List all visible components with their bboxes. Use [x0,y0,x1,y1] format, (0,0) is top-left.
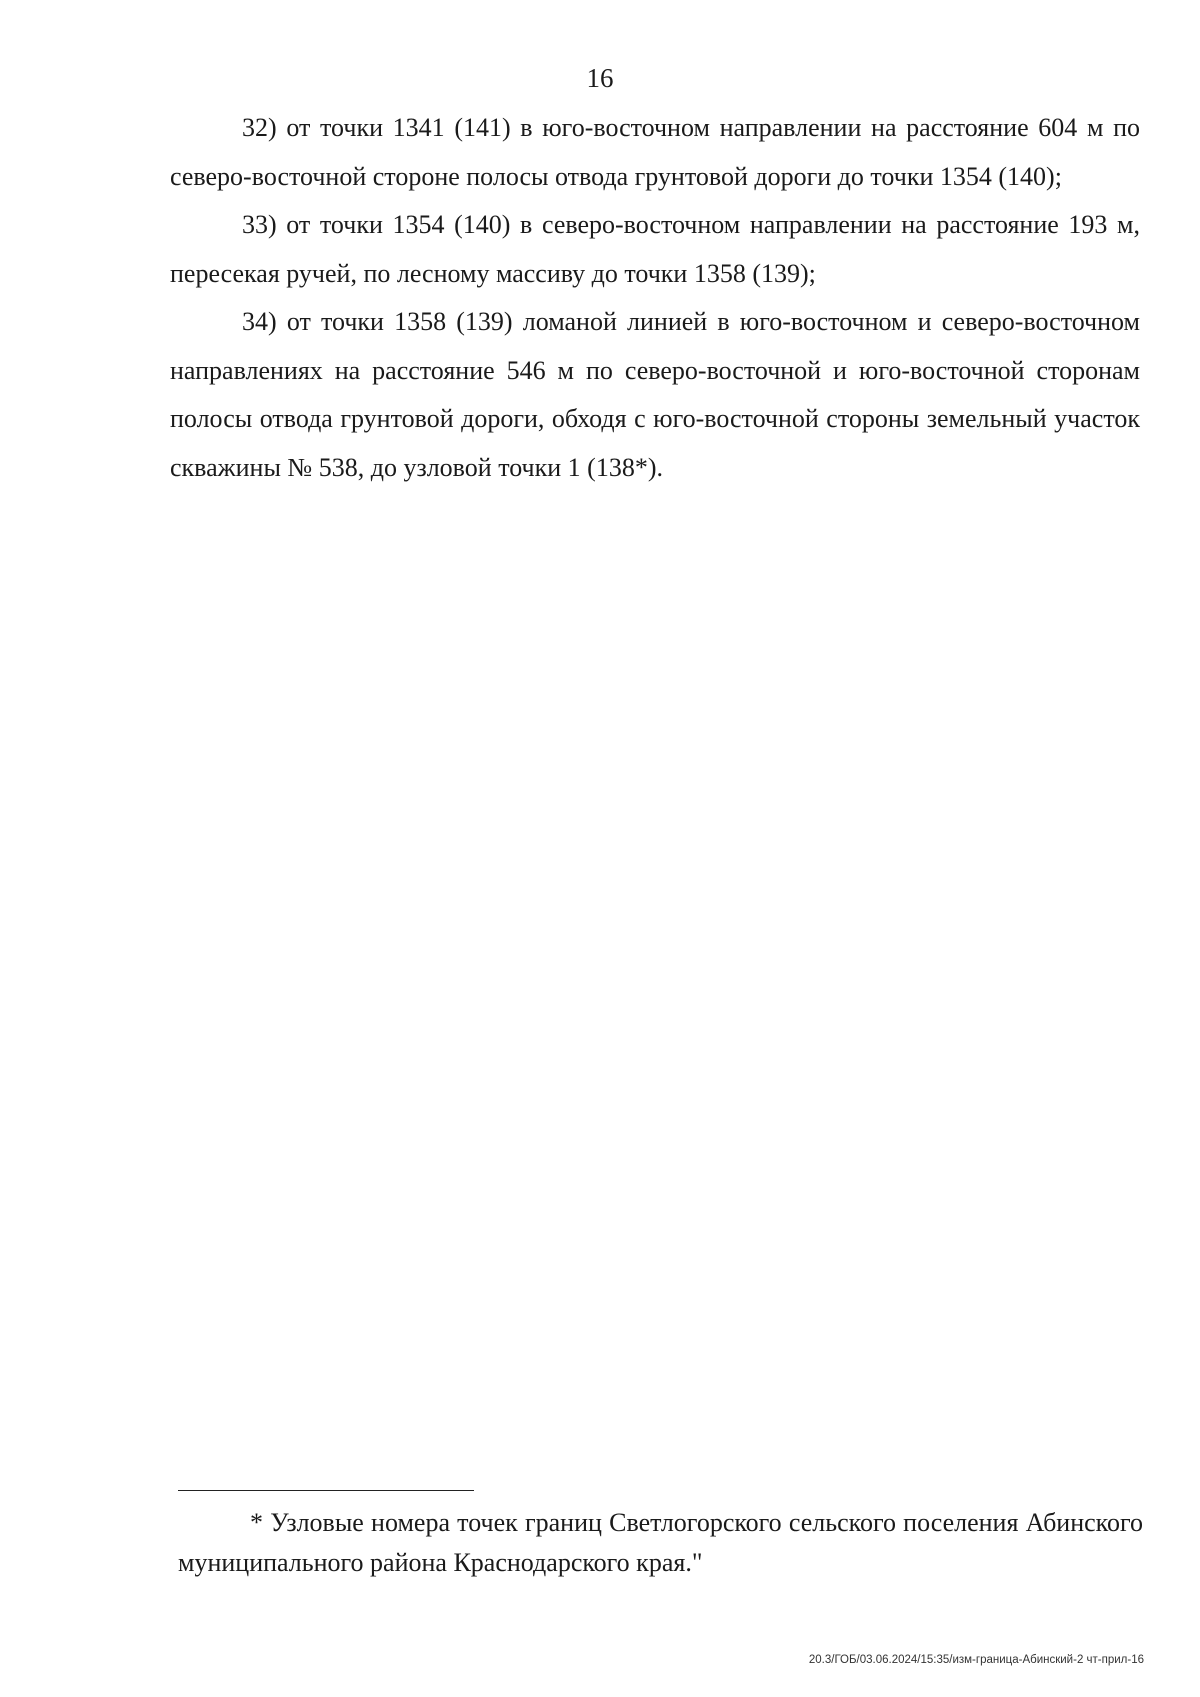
footer-document-code: 20.3/ГОБ/03.06.2024/15:35/изм-граница-Абинский-2 чт-прил-16 [808,1654,1144,1666]
page-number: 16 [586,63,614,93]
paragraph-item-32: 32) от точки 1341 (141) в юго-восточном направлении на расстояние 604 м по северо-восточной стороне полосы отвода грунтовой дороги до точки 1354 (140); [170,113,1140,191]
paragraph-item-34: 34) от точки 1358 (139) ломаной линией в юго-восточном и северо-восточном направлениях на расстояние 546 м по северо-восточной и юго-восточной сторонам полосы отвода грунтовой дороги, обходя с юго-восточной стороны земельный участок скважины № 538, до узловой точки 1 (138*). [170,307,1140,482]
footnote: * Узловые номера точек границ Светлогорского сельского поселения Абинского муниципального района Краснодарского края." [178,1508,1143,1577]
footnote-divider [178,1490,474,1491]
body-text [170,104,1140,492]
paragraph-item-33: 33) от точки 1354 (140) в северо-восточном направлении на расстояние 193 м, пересекая ручей, по лесному массиву до точки 1358 (139); [170,210,1140,288]
